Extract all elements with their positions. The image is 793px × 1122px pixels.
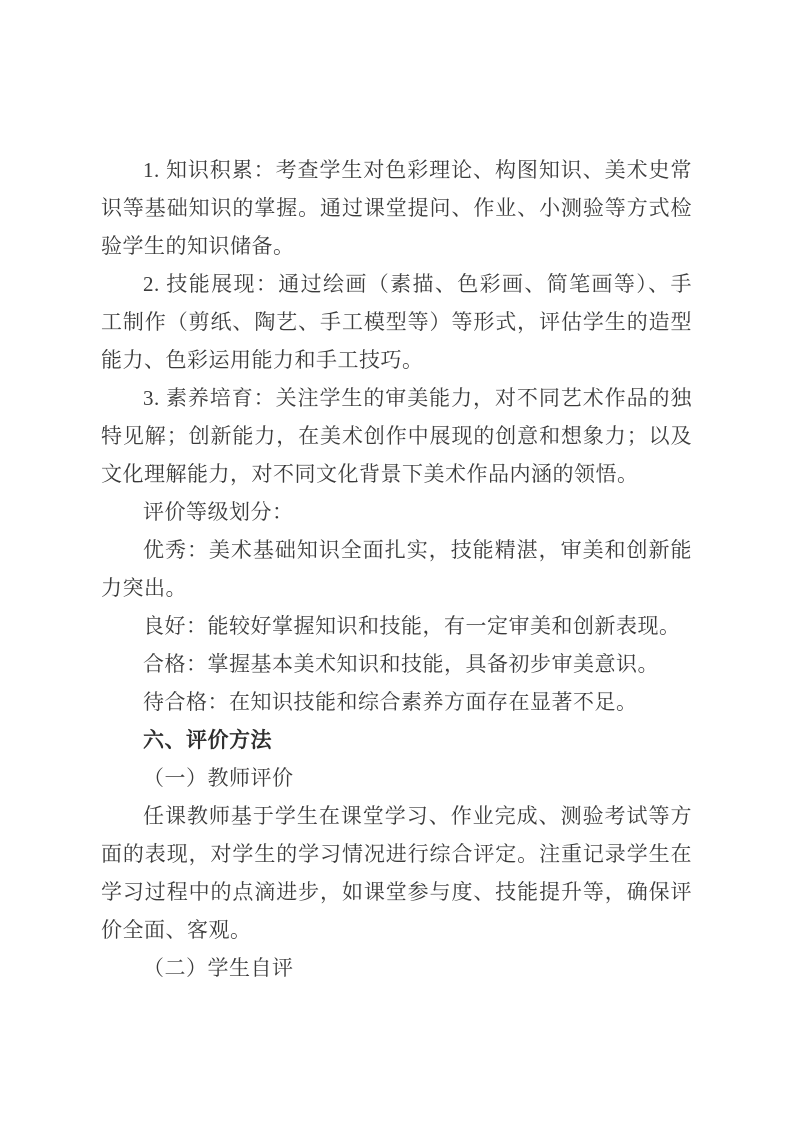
paragraph-grade-division-label: 评价等级划分： [143, 500, 294, 524]
paragraph-quality-cultivation: 3. 素养培育：关注学生的审美能力，对不同艺术作品的独特见解；创新能力，在美术创作中展现的创意和想象力；以及文化理解能力，对不同文化背景下美术作品内涵的领悟。 [101, 386, 692, 486]
paragraph-skill-demonstration: 2. 技能展现：通过绘画（素描、色彩画、简笔画等）、手工制作（剪纸、陶艺、手工模型等）等形式，评估学生的造型能力、色彩运用能力和手工技巧。 [101, 272, 692, 372]
paragraph-grade-excellent: 优秀：美术基础知识全面扎实，技能精湛，审美和创新能力突出。 [101, 538, 692, 600]
section-heading-evaluation-methods: 六、评价方法 [143, 728, 272, 752]
paragraph-teacher-evaluation-detail: 任课教师基于学生在课堂学习、作业完成、测验考试等方面的表现，对学生的学习情况进行综合评定。注重记录学生在学习过程中的点滴进步，如课堂参与度、技能提升等，确保评价全面、客观。 [101, 804, 692, 942]
paragraph-grade-good: 良好：能较好掌握知识和技能，有一定审美和创新表现。 [143, 614, 681, 638]
paragraph-grade-pending: 待合格：在知识技能和综合素养方面存在显著不足。 [143, 690, 638, 714]
paragraph-knowledge-accumulation: 1. 知识积累：考查学生对色彩理论、构图知识、美术史常识等基础知识的掌握。通过课堂提问、作业、小测验等方式检验学生的知识储备。 [101, 158, 692, 258]
subsection-teacher-evaluation: （一）教师评价 [143, 766, 294, 790]
document-body [101, 151, 692, 987]
paragraph-grade-pass: 合格：掌握基本美术知识和技能，具备初步审美意识。 [143, 652, 659, 676]
subsection-student-self-evaluation: （二）学生自评 [143, 956, 294, 980]
